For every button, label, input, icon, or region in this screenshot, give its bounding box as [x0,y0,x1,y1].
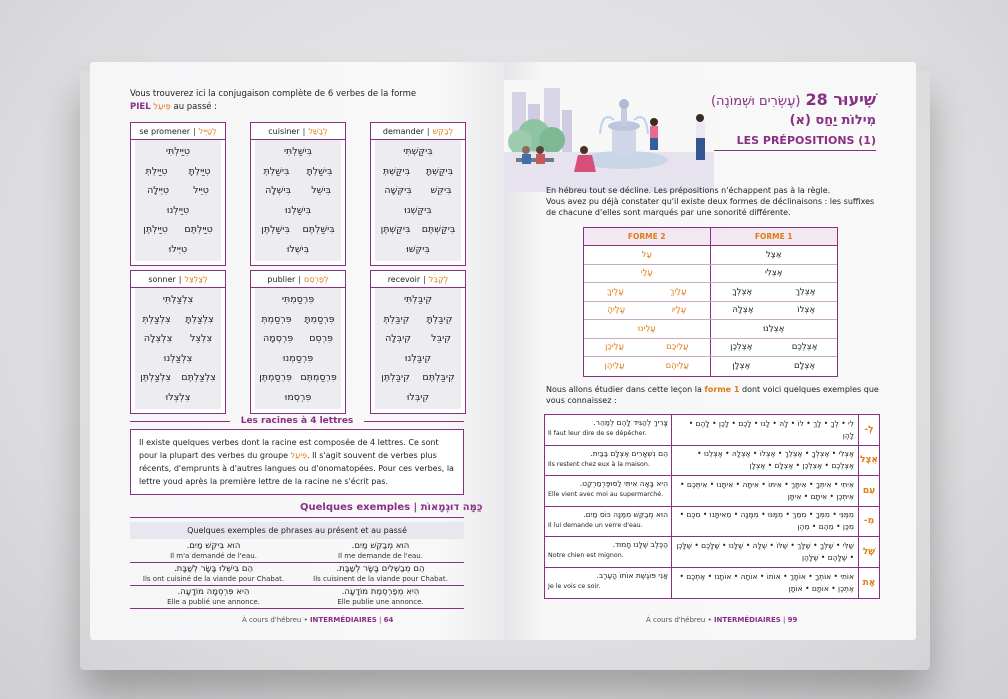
preposition-form: אֶצְלָהּ [732,305,754,316]
park-illustration [504,80,714,192]
footer-prefix: À cours d'hébreu • [646,616,712,624]
racines-title: Les racines à 4 lettres [240,416,354,426]
intro-paragraph [546,185,886,218]
para-2: Vous avez pu déjà constater qu'il existe deux formes de déclinaisons : les suffixes de chacune d'elles sont marqués par une sonorité différente. [546,197,875,217]
verb-infinitive: לְבַשֵּׁל [308,126,328,136]
para-3-forme: forme 1 [704,385,740,394]
forme-2-cell [584,302,711,320]
preposition-form: עַל [641,249,652,260]
right-footer: À cours d'hébreu • INTERMÉDIAIRES | 99 [646,616,798,624]
example-row [130,586,464,609]
conjugation-row [255,240,341,260]
conjugation-row [375,181,461,201]
conjugation-form: טִיַּילְנוּ [166,204,190,216]
forme-1-header: FORME 1 [754,232,793,241]
conjugation-row [135,220,221,240]
conjugation-row [375,201,461,221]
preposition-form: עֲלֵיכֶן [605,342,625,353]
intro-text [130,88,470,114]
verb-header [131,123,225,140]
verb-header [371,271,465,288]
conjugation-row [135,240,221,260]
preposition-row [545,568,879,599]
verb-header [131,271,225,288]
example-sentence [545,568,672,599]
conjugation-row [375,220,461,240]
conjugation-form: קִיבַּלְתִּי [403,294,433,306]
preposition-form: עֲלֵיהֶם [665,361,689,372]
conjugation-form: קִיבַּלְתְּ [383,313,410,325]
verb-conjugation [255,140,341,261]
conjugation-form: בִּיקַּשְׁנוּ [404,204,432,216]
conjugation-form: בִּישַּׁלְתֶּם [302,224,335,236]
verb-box [370,122,466,266]
example-present-he: הִיא מְפַרְסֶמֶת מוֹדָעָה. [341,587,420,597]
example-sentence-he: אֲנִי פּוֹגֶשֶׁת אוֹתוֹ הָעֶרֶב. [596,570,668,580]
example-row [130,563,464,586]
conjugation-form: צִלְצַלְתְּ [142,313,171,325]
conjugation-row [135,290,221,310]
racines-box [130,429,464,495]
forms-row [584,339,837,358]
examples-title: Quelques exemples | כַּמָּה דוּגְמָאוֹת [300,502,483,513]
examples-grid [130,540,464,609]
example-sentence-he: הַכֶּלֶב שֶׁלָּנוּ חָמוּד. [612,540,668,549]
conjugation-form: קִיבַּלְתֶּם [422,372,455,384]
conjugation-row [135,162,221,182]
example-sentence-he: הוּא מְבַקֵּשׁ מִמֶּנָּה כּוֹס מַיִם. [583,509,668,519]
prepositions-table [544,414,880,599]
preposition-row [545,415,879,446]
forme-1-cell [711,246,838,264]
para-3-suffix: dont voici quelques exemples que vous connaissez : [546,385,879,405]
conjugation-form: בִּיקַּשְׁתֶּם [421,224,456,236]
preposition-form: עָלַי [640,268,653,279]
conjugation-form: בִּיקַּשְׁתְּ [382,165,411,177]
conjugation-form: צִלְצַלְתִּי [162,294,194,306]
piel-hebrew: פִּיעֵל [153,102,171,112]
forms-row [584,246,837,265]
conjugation-form: קִיבְּלוּ [406,391,430,403]
example-sentence [545,507,672,537]
conjugation-form: בִּישַּׁלְתֶּן [261,224,290,236]
conjugation-form: פִּרְסַמְתֶּן [259,372,292,384]
conjugation-row [255,310,341,330]
example-sentence-he: צָרִיךְ לְהַגִּיד לָהֶם לְמַהֵר. [593,418,668,427]
verb-separator: | [423,274,426,284]
lesson-divider [714,150,876,151]
conjugation-row [255,349,341,369]
conjugation-form: קִיבֵּל [431,333,451,345]
forme-1-cell [711,357,838,376]
preposition-form: עָלֵינוּ [637,323,656,334]
conjugation-form: טִיְּילוּ [168,243,188,255]
forme-1-cell [711,302,838,320]
example-present-he: הוּא מְבַקֵּשׁ מַיִם. [351,541,410,551]
preposition-form: אֶצְלוֹ [797,305,816,316]
preposition-form: אֶצְלְכֶן [730,342,753,353]
intro-suffix: au passé : [173,102,218,112]
conjugation-form: טִיַּילְתְּ [145,165,168,177]
preposition-form: אֶצְלָן [732,361,751,372]
forme-1-cell [711,339,838,357]
conjugation-form: בִּישֵּׁל [311,185,331,197]
forme-2-cell [584,339,711,357]
conjugation-form: צִלְצַלְנוּ [163,352,193,364]
verb-header [251,123,345,140]
preposition-form: אֵצֶל [765,249,782,260]
footer-page-number: 64 [383,616,394,624]
example-past [130,586,297,608]
left-footer: À cours d'hébreu • INTERMÉDIAIRES | 64 [242,616,394,624]
conjugation-form: בִּישַּׁלְתִּי [283,146,313,158]
lesson-subtitle-he: מִילוֹת יַחַס (א) [789,113,876,128]
verb-box [130,122,226,266]
conjugation-form: טִיַּילְתֶּן [143,224,168,236]
conjugation-form: צִלְצֵל [190,333,213,345]
conjugation-form: פִּרְסַמְתְּ [261,313,292,325]
preposition-form: עֲלֵיהֶן [604,361,625,372]
para-1: En hébreu tout se décline. Les prépositions n'échappent pas à la règle. [546,186,831,195]
preposition-form: אֶצְלְךָ [732,286,753,297]
conjugation-row [135,142,221,162]
conjugation-form: קִיבַּלְנוּ [404,352,432,364]
conjugation-form: צִלְצַלְתֶּן [140,372,172,384]
example-present [297,586,464,608]
conjugation-form: בִּיקְּשָׁה [384,185,412,197]
verb-infinitive: לְקַבֵּל [428,274,449,284]
conjugation-form: טִיְּילָה [147,185,170,197]
footer-level: INTERMÉDIAIRES [713,616,781,624]
conjugation-form: פִּרְסַמְתֶּם [300,372,337,384]
example-sentence-fr: Je le vois ce soir. [548,582,601,590]
conjugation-form: בִּישְּׁלוּ [286,243,310,255]
footer-level: INTERMÉDIAIRES [309,616,377,624]
conjugation-row [375,240,461,260]
lesson-title-fr: LES PRÉPOSITIONS (1) [736,134,876,147]
preposition-row [545,507,879,538]
example-sentence-he: הֵם נִשְׁאָרִים אֶצְלָם בַּבַּיִת. [590,448,668,458]
racines-text-1: Il existe quelques verbes dont la racine est composée de 4 lettres. Ce sont pour la plupart des verbes du groupe [139,438,439,460]
preposition-label: שֶׁל [862,546,876,557]
example-sentence [545,415,672,445]
intro-line: Vous trouverez ici la conjugaison complète de 6 verbes de la forme [130,89,417,99]
conjugation-row [255,220,341,240]
conjugation-form: קִיבְּלָה [385,333,412,345]
racines-text-2: . Il s'agit souvent de verbes plus récents, d'emprunts à d'autres langues ou d'onomatopées. Pour ces verbes, la lettre youd après la première lettre de la racine ne s'écrit pas. [139,451,454,486]
verb-fr: se promener [139,126,191,136]
verb-separator: | [178,274,182,284]
conjugation-row [375,162,461,182]
verb-separator: | [193,126,196,136]
example-sentence [545,446,672,476]
conjugation-form: בִּישַּׁלְנוּ [284,204,312,216]
verb-infinitive: לְפַרְסֵם [304,274,329,284]
preposition-row [545,446,879,477]
preposition-row [545,537,879,568]
conjugation-row [135,349,221,369]
forms-row [584,320,837,339]
conjugation-row [255,162,341,182]
forme-2-cell [584,246,711,264]
verb-header [371,123,465,140]
forms-row [584,302,837,321]
preposition-label: עִם [862,485,876,496]
conjugation-form: פִּרְסַמְנוּ [282,352,314,364]
conjugation-form: קִיבַּלְתָּ [426,313,453,325]
example-present-he: הֵם מְבַשְּׁלִים בָּשָׂר לְשַׁבָּת. [336,564,425,574]
footer-page-number: 99 [787,616,798,624]
verb-fr: demander [382,126,424,136]
piel-label: PIEL [130,102,151,112]
verb-conjugation [255,288,341,409]
racines-piel: פִּיעֵל [290,451,308,460]
verb-separator: | [426,126,430,136]
verb-separator: | [302,126,306,136]
conjugation-row [375,329,461,349]
example-past-he: הִיא פִּרְסְמָה מוֹדָעָה. [177,587,250,597]
conjugation-form: בִּיקְּשׁוּ [406,243,430,255]
preposition-label: אֵצֶל [860,455,878,466]
conjugation-row [135,388,221,408]
example-past-fr: Ils ont cuisiné de la viande pour Chabat. [142,575,285,583]
preposition-form: אֶצְלֵנוּ [763,323,785,334]
preposition-declension: אִיתִּי • אִיתְּךָ • אִיתָּךְ • אִיתּוֹ • אִיתָּהּ • אִיתָּנוּ • אִיתְּכֶם • אִיתְּכֶן • אִיתָּם • אִיתָּן [672,476,859,506]
left-page [90,62,504,640]
conjugation-form: טִיַּילְתֶּם [184,224,213,236]
preposition-form: עָלֶיהָ [607,305,626,316]
forme1-paragraph [546,384,886,406]
preposition-form: אֶצְלִי [765,268,783,279]
example-present-fr: Ils cuisinent de la viande pour Chabat. [313,575,448,583]
verb-fr: cuisiner [268,126,300,136]
verb-fr: sonner [148,274,176,284]
preposition-declension: אוֹתִי • אוֹתְךָ • אוֹתָךְ • אוֹתוֹ • אוֹתָהּ • אוֹתָנוּ • אֶתְכֶם • אֶתְכֶן • אוֹתָם • אוֹתָן [672,568,859,599]
forms-row [584,357,837,376]
verb-fr: publier [267,274,296,284]
conjugation-row [375,310,461,330]
forme-2-cell [584,357,711,376]
example-sentence-fr: Notre chien est mignon. [548,552,624,559]
lesson-heading [711,90,876,109]
para-3-prefix: Nous allons étudier dans cette leçon la [546,385,702,394]
verb-conjugation [375,140,461,261]
example-sentence [545,537,672,567]
preposition-label: מִ- [863,516,875,527]
example-past-fr: Elle a publié une annonce. [167,598,260,606]
conjugation-form: צִלְצְלוּ [165,391,191,403]
example-past [130,563,297,585]
conjugation-row [255,181,341,201]
forms-table [583,227,838,377]
example-past-he: הוּא בִּיקֵּשׁ מַיִם. [186,541,241,551]
conjugation-row [135,368,221,388]
preposition-declension: לִי • לְךָ • לָךְ • לוֹ • לָהּ • לָנוּ • לָכֶם • לָכֶן • לָהֶם • לָהֶן [672,415,859,445]
conjugation-row [255,368,341,388]
conjugation-form: בִּישַּׁלְתָּ [306,165,333,177]
conjugation-form: בִּיקֵּשׁ [430,185,452,197]
conjugation-form: קִיבַּלְתֶּן [381,372,410,384]
example-present-fr: Il me demande de l'eau. [338,552,423,560]
example-sentence-fr: Il lui demande un verre d'eau. [548,521,643,529]
preposition-label: לְ- [864,424,874,435]
preposition-form: אֶצְלָם [793,361,816,372]
conjugation-form: פִּרְסַמְתָּ [304,313,335,325]
forms-row [584,283,837,302]
preposition-declension: אֶצְלִי • אֶצְלְךָ • אֶצְלֵךְ • אֶצְלוֹ • אֶצְלָהּ • אֶצְלֵנוּ • אֶצְלְכֶם • אֶצְלְכֶן • אֶצְלָם • אֶצְלָן [672,446,859,476]
conjugation-form: פִּרְסֵם [309,333,333,345]
conjugation-row [135,201,221,221]
example-present [297,540,464,562]
preposition-row [545,476,879,507]
conjugation-form: בִּיקַּשְׁתָּ [425,165,454,177]
forme-2-cell [584,320,711,338]
conjugation-form: בִּיקַּשְׁתִּי [403,146,433,158]
preposition-form: עָלַיִךְ [669,286,687,297]
verb-infinitive: לְבַקֵּשׁ [432,126,454,136]
right-page [504,62,916,640]
example-past-he: הֵם בִּישְּׁלוּ בָּשָׂר לְשַׁבָּת. [173,564,254,574]
preposition-form: עֲלֵיכֶם [666,342,689,353]
verb-separator: | [298,274,302,284]
conjugation-row [135,310,221,330]
example-row [130,540,464,563]
examples-subtitle: Quelques exemples de phrases au présent et au passé [130,522,464,539]
preposition-form: עָלֶיךָ [607,286,624,297]
verb-infinitive: לְצַלְצֵל [184,274,208,284]
verb-conjugation [375,288,461,409]
conjugation-row [375,142,461,162]
lesson-label: שִׁיעוּר 28 [805,90,876,109]
preposition-declension: שֶׁלִּי • שֶׁלְּךָ • שֶׁלָּךְ • שֶׁלּוֹ • שֶׁלָּהּ • שֶׁלָּנוּ • שֶׁלָּכֶם • שֶׁלָּכֶן • שֶׁלָּהֶם • שֶׁלָּהֶן [672,537,859,567]
verb-box [250,122,346,266]
conjugation-row [135,329,221,349]
verb-conjugation [135,288,221,409]
preposition-form: אֶצְלְכֶם [791,342,818,353]
conjugation-form: טִיַּילְתִּי [165,146,191,158]
conjugation-row [255,329,341,349]
example-sentence-fr: Il faut leur dire de se dépêcher. [548,430,647,437]
conjugation-row [375,388,461,408]
verb-box [370,270,466,414]
conjugation-form: צִלְצְלָה [143,333,173,345]
forme-1-cell [711,265,838,283]
conjugation-form: בִּישְּׁלָה [265,185,292,197]
forms-row [584,265,837,284]
verb-fr: recevoir [387,274,421,284]
example-past-fr: Il m'a demandé de l'eau. [170,552,257,560]
conjugation-form: טִיֵּיל [193,185,209,197]
conjugation-row [375,368,461,388]
example-present [297,563,464,585]
forms-header [584,228,837,246]
footer-prefix: À cours d'hébreu • [242,616,308,624]
conjugation-row [135,181,221,201]
examples-divider [130,517,464,518]
forme-2-header: FORME 2 [584,228,711,245]
forme-2-cell [584,265,711,283]
preposition-form: עָלָיו [671,305,687,316]
example-sentence-fr: Ils restent chez eux à la maison. [548,460,650,468]
preposition-label: אֶת [862,577,876,588]
conjugation-row [255,201,341,221]
forme-1-cell [711,320,838,338]
preposition-form: אֶצְלֵךְ [795,286,816,297]
verb-header [251,271,345,288]
conjugation-form: פִּרְסַמְתִּי [281,294,315,306]
example-sentence-he: הִיא בָּאָה אִיתִּי לַסּוּפֶּרְמַרְקֶט. [579,479,668,488]
conjugation-row [255,388,341,408]
conjugation-row [375,349,461,369]
conjugation-form: פִּרְסְמָה [263,333,294,345]
conjugation-form: צִלְצַלְתָּ [185,313,214,325]
example-sentence-fr: Elle vient avec moi au supermarché. [548,491,664,498]
conjugation-form: טִיַּילְתָּ [188,165,211,177]
verb-box [130,270,226,414]
conjugation-row [255,142,341,162]
conjugation-form: פִּרְסְמוּ [284,391,312,403]
verb-box [250,270,346,414]
examples-title-fr: Quelques exemples [300,502,411,513]
lesson-number-words: (עֶשְׂרִים וּשְׁמוֹנֶה) [710,94,801,109]
example-sentence [545,476,672,506]
conjugation-row [375,290,461,310]
forme-2-cell [584,283,711,301]
conjugation-form: בִּיקַּשְׁתֶּן [380,224,411,236]
conjugation-row [255,290,341,310]
preposition-declension: מִמֶּנִּי • מִמְּךָ • מִמֵּךְ • מִמֶּנּוּ • מִמֶּנָּה • מֵאִיתָּנוּ • מִכֶּם • מִכֶּן • מֵהֶם • מֵהֶן [672,507,859,537]
examples-title-he: כַּמָּה דוּגְמָאוֹת [420,502,483,513]
conjugation-form: צִלְצַלְתֶּם [181,372,216,384]
example-past [130,540,297,562]
example-present-fr: Elle publie une annonce. [337,598,424,606]
verb-conjugation [135,140,221,261]
conjugation-form: בִּישַּׁלְתְּ [263,165,290,177]
verb-infinitive: לְטַיֵּיל [198,126,217,136]
forme-1-cell [711,283,838,301]
